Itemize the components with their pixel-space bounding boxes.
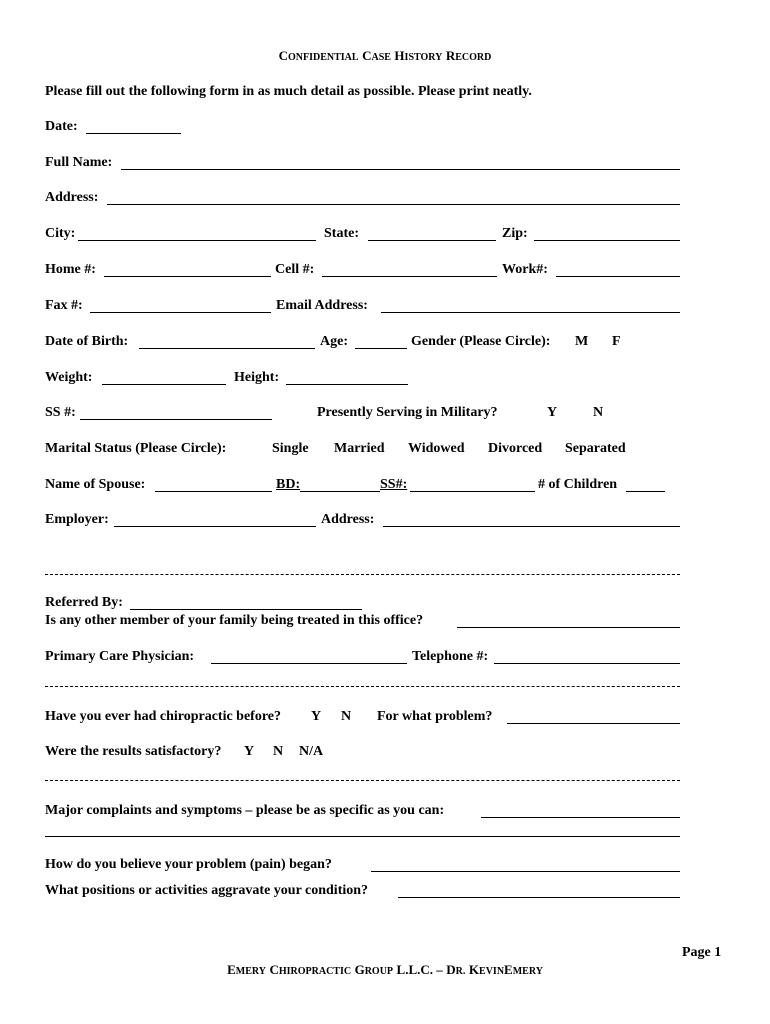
height-label: Height: bbox=[234, 370, 280, 385]
military-option-y[interactable]: Y bbox=[547, 405, 558, 420]
city-field[interactable] bbox=[78, 226, 316, 241]
results-option-n[interactable]: N bbox=[273, 744, 284, 759]
marital-option-single[interactable]: Single bbox=[272, 441, 309, 456]
telephone-field[interactable] bbox=[494, 649, 680, 664]
fax-label: Fax #: bbox=[45, 298, 83, 313]
gender-option-m[interactable]: M bbox=[575, 334, 589, 349]
section-divider bbox=[45, 686, 680, 687]
children-label: # of Children bbox=[538, 477, 618, 492]
problem-began-label: How do you believe your problem (pain) began? bbox=[45, 857, 332, 872]
gender-option-f[interactable]: F bbox=[612, 334, 621, 349]
address-field[interactable] bbox=[107, 190, 680, 205]
page-number: Page 1 bbox=[682, 945, 722, 960]
what-problem-label: For what problem? bbox=[377, 709, 493, 724]
complaints-field[interactable] bbox=[481, 803, 680, 818]
pcp-field[interactable] bbox=[211, 649, 407, 664]
full-name-field[interactable] bbox=[121, 155, 680, 170]
ss-label: SS #: bbox=[45, 405, 76, 420]
cell-phone-field[interactable] bbox=[322, 262, 497, 277]
marital-option-divorced[interactable]: Divorced bbox=[488, 441, 543, 456]
aggravate-label: What positions or activities aggravate your condition? bbox=[45, 883, 369, 898]
spouse-name-field[interactable] bbox=[155, 477, 272, 492]
weight-field[interactable] bbox=[102, 370, 226, 385]
zip-label: Zip: bbox=[502, 226, 528, 241]
family-treated-label: Is any other member of your family being treated in this office? bbox=[45, 613, 424, 628]
full-name-label: Full Name: bbox=[45, 155, 113, 170]
address-label: Address: bbox=[45, 190, 99, 205]
employer-address-field[interactable] bbox=[383, 512, 680, 527]
form-title: CONFIDENTIAL CASE HISTORY RECORD bbox=[278, 48, 492, 63]
military-label: Presently Serving in Military? bbox=[317, 405, 498, 420]
age-field[interactable] bbox=[355, 334, 407, 349]
section-divider bbox=[45, 574, 680, 575]
zip-field[interactable] bbox=[534, 226, 680, 241]
results-option-y[interactable]: Y bbox=[244, 744, 255, 759]
city-label: City: bbox=[45, 226, 76, 241]
aggravate-field[interactable] bbox=[398, 883, 680, 898]
work-phone-field[interactable] bbox=[556, 262, 680, 277]
spouse-name-label: Name of Spouse: bbox=[45, 477, 146, 492]
spouse-ss-field[interactable] bbox=[410, 477, 535, 492]
spouse-bd-field[interactable] bbox=[300, 477, 380, 492]
children-field[interactable] bbox=[626, 477, 665, 492]
employer-field[interactable] bbox=[114, 512, 316, 527]
problem-began-field[interactable] bbox=[371, 857, 680, 872]
chiro-before-label: Have you ever had chiropractic before? bbox=[45, 709, 282, 724]
section-divider bbox=[45, 780, 680, 781]
email-field[interactable] bbox=[381, 298, 680, 313]
cell-phone-label: Cell #: bbox=[275, 262, 315, 277]
employer-label: Employer: bbox=[45, 512, 109, 527]
referred-by-label: Referred By: bbox=[45, 595, 123, 610]
results-option-na[interactable]: N/A bbox=[299, 744, 324, 759]
dob-field[interactable] bbox=[139, 334, 315, 349]
spouse-ss-label: SS#: bbox=[380, 477, 408, 492]
fax-field[interactable] bbox=[90, 298, 271, 313]
state-label: State: bbox=[324, 226, 359, 241]
results-label: Were the results satisfactory? bbox=[45, 744, 222, 759]
ss-field[interactable] bbox=[80, 405, 272, 420]
chiro-option-n[interactable]: N bbox=[341, 709, 352, 724]
military-option-n[interactable]: N bbox=[593, 405, 604, 420]
dob-label: Date of Birth: bbox=[45, 334, 129, 349]
gender-label: Gender (Please Circle): bbox=[411, 334, 551, 349]
complaints-field-line-2[interactable] bbox=[45, 822, 680, 837]
chiro-option-y[interactable]: Y bbox=[311, 709, 322, 724]
complaints-label: Major complaints and symptoms – please be as specific as you can: bbox=[45, 803, 445, 818]
what-problem-field[interactable] bbox=[507, 709, 680, 724]
employer-address-label: Address: bbox=[321, 512, 375, 527]
family-treated-field[interactable] bbox=[457, 613, 680, 628]
work-phone-label: Work#: bbox=[502, 262, 548, 277]
marital-status-label: Marital Status (Please Circle): bbox=[45, 441, 227, 456]
height-field[interactable] bbox=[286, 370, 408, 385]
weight-label: Weight: bbox=[45, 370, 93, 385]
referred-by-field[interactable] bbox=[130, 595, 362, 610]
date-label: Date: bbox=[45, 119, 78, 134]
spouse-bd-label: BD: bbox=[276, 477, 301, 492]
footer-practice-name: EMERY CHIROPRACTIC GROUP L.L.C. – DR. KEVINEMERY bbox=[227, 962, 543, 977]
marital-option-married[interactable]: Married bbox=[334, 441, 385, 456]
date-field[interactable] bbox=[86, 119, 181, 134]
telephone-label: Telephone #: bbox=[412, 649, 489, 664]
home-phone-field[interactable] bbox=[104, 262, 271, 277]
instructions: Please fill out the following form in as much detail as possible. Please print neatly. bbox=[45, 84, 532, 99]
age-label: Age: bbox=[320, 334, 348, 349]
state-field[interactable] bbox=[368, 226, 496, 241]
pcp-label: Primary Care Physician: bbox=[45, 649, 195, 664]
email-label: Email Address: bbox=[276, 298, 368, 313]
marital-option-separated[interactable]: Separated bbox=[565, 441, 626, 456]
home-phone-label: Home #: bbox=[45, 262, 96, 277]
marital-option-widowed[interactable]: Widowed bbox=[408, 441, 465, 456]
